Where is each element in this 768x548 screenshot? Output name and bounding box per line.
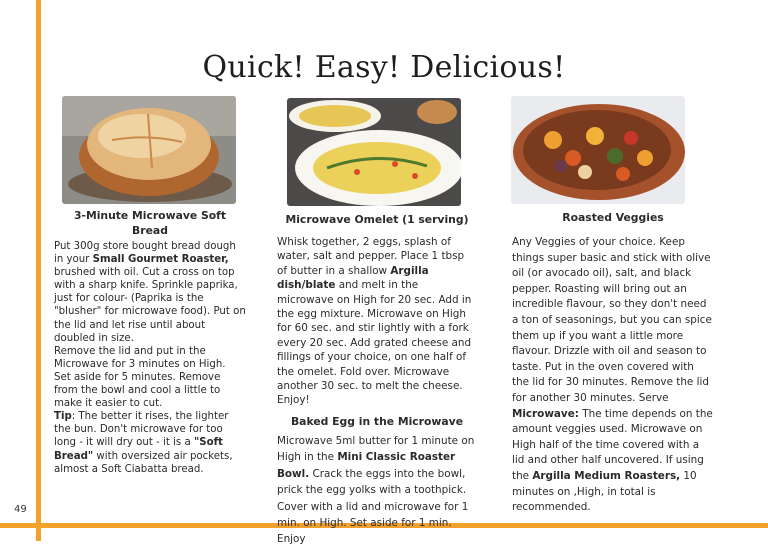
omelet-recipe xyxy=(277,212,477,548)
bread-para-2: Remove the lid and put in the Microwave for 3 minutes on High. xyxy=(54,345,226,370)
bread-tip-label: Tip xyxy=(54,411,72,423)
veggies-recipe xyxy=(512,210,714,516)
bread-bold-1: Small Gourmet Roaster, xyxy=(92,254,229,266)
veggies-bold-2: Argilla Medium Roasters, xyxy=(532,469,681,482)
omelet-text-2: and melt in the microwave on High for 20 sec. Add in the egg mixture. Microwave on High for 60 sec. and stir lightly with a fork every 20 sec. Add grated cheese and fillings of your choice, on one half of the omelet. Fold over. Microwave another 30 sec. to melt the cheese. Enjoy! xyxy=(277,279,472,407)
bread-text-4: with oversized air pockets, almost a Soft Ciabatta bread. xyxy=(54,450,233,475)
bread-para-3: Set aside for 5 minutes. Remove from the bowl and cool a little to make it easier to cut. xyxy=(54,371,221,410)
veggies-bold-1: Microwave: xyxy=(512,407,579,420)
omelet-photo xyxy=(287,98,461,206)
veggies-para xyxy=(512,235,714,516)
baked-egg-text-2: Crack the eggs into the bowl, prick the egg yolks with a toothpick. Cover with a lid and microwave for 1 min. on High. Set aside for 1 min. Enjoy xyxy=(277,467,469,546)
omelet-para xyxy=(277,235,477,408)
bread-bold-2: "Soft Bread" xyxy=(54,437,223,462)
bread-para-1 xyxy=(54,240,246,345)
veggies-text-2: The time depends on the amount veggies used. Microwave on High half of the time covered with a lid and other half uncovered. If using the xyxy=(512,407,713,482)
veggies-text-3: 10 minutes on ,High, in total is recommended. xyxy=(512,469,697,514)
veggies-heading: Roasted Veggies xyxy=(562,211,664,224)
baked-egg-bold-1: Mini Classic Roaster Bowl. xyxy=(277,451,456,480)
baked-egg-heading: Baked Egg in the Microwave xyxy=(290,414,464,428)
veggies-text-1: Any Veggies of your choice. Keep things super basic and stick with olive oil (or avocado oil), salt, and black pepper. Roasting will bring out an incredible flavour, so they don't need a ton of seasonings, but you can spice them up if you want a little more flavour. Drizzle with oil and season to taste. Put in the oven covered with the lid for 30 minutes. Remove the lid for another 30 minutes. Serve xyxy=(512,236,712,404)
omelet-text-1: Whisk together, 2 eggs, splash of water, salt and pepper. Place 1 tbsp of butter in a shallow xyxy=(277,236,465,277)
bread-text-3: : The better it rises, the lighter the bun. Don't microwave for too long - it will dry out - it is a xyxy=(54,411,229,449)
bread-para-4 xyxy=(54,410,246,475)
bread-text-1: Put 300g store bought bread dough in your xyxy=(54,241,236,266)
baked-egg-text-1: Microwave 5ml butter for 1 minute on High in the xyxy=(277,434,475,464)
page-number: 49 xyxy=(14,504,27,515)
omelet-heading: Microwave Omelet (1 serving) xyxy=(285,213,469,226)
baked-egg-para xyxy=(277,433,477,548)
bread-photo xyxy=(62,96,236,204)
veggies-photo xyxy=(511,96,685,204)
omelet-bold-1: Argilla dish/blate xyxy=(277,264,429,292)
bread-recipe xyxy=(54,208,246,476)
bread-heading: 3-Minute Microwave Soft Bread xyxy=(73,209,227,237)
bread-text-2: brushed with oil. Cut a cross on top with a sharp knife. Sprinkle paprika, just for colour- (Paprika is the "blusher" for microwave food). Put on the lid and let rise until about doubled in size. xyxy=(54,267,246,344)
page-title: Quick! Easy! Delicious! xyxy=(202,50,566,85)
